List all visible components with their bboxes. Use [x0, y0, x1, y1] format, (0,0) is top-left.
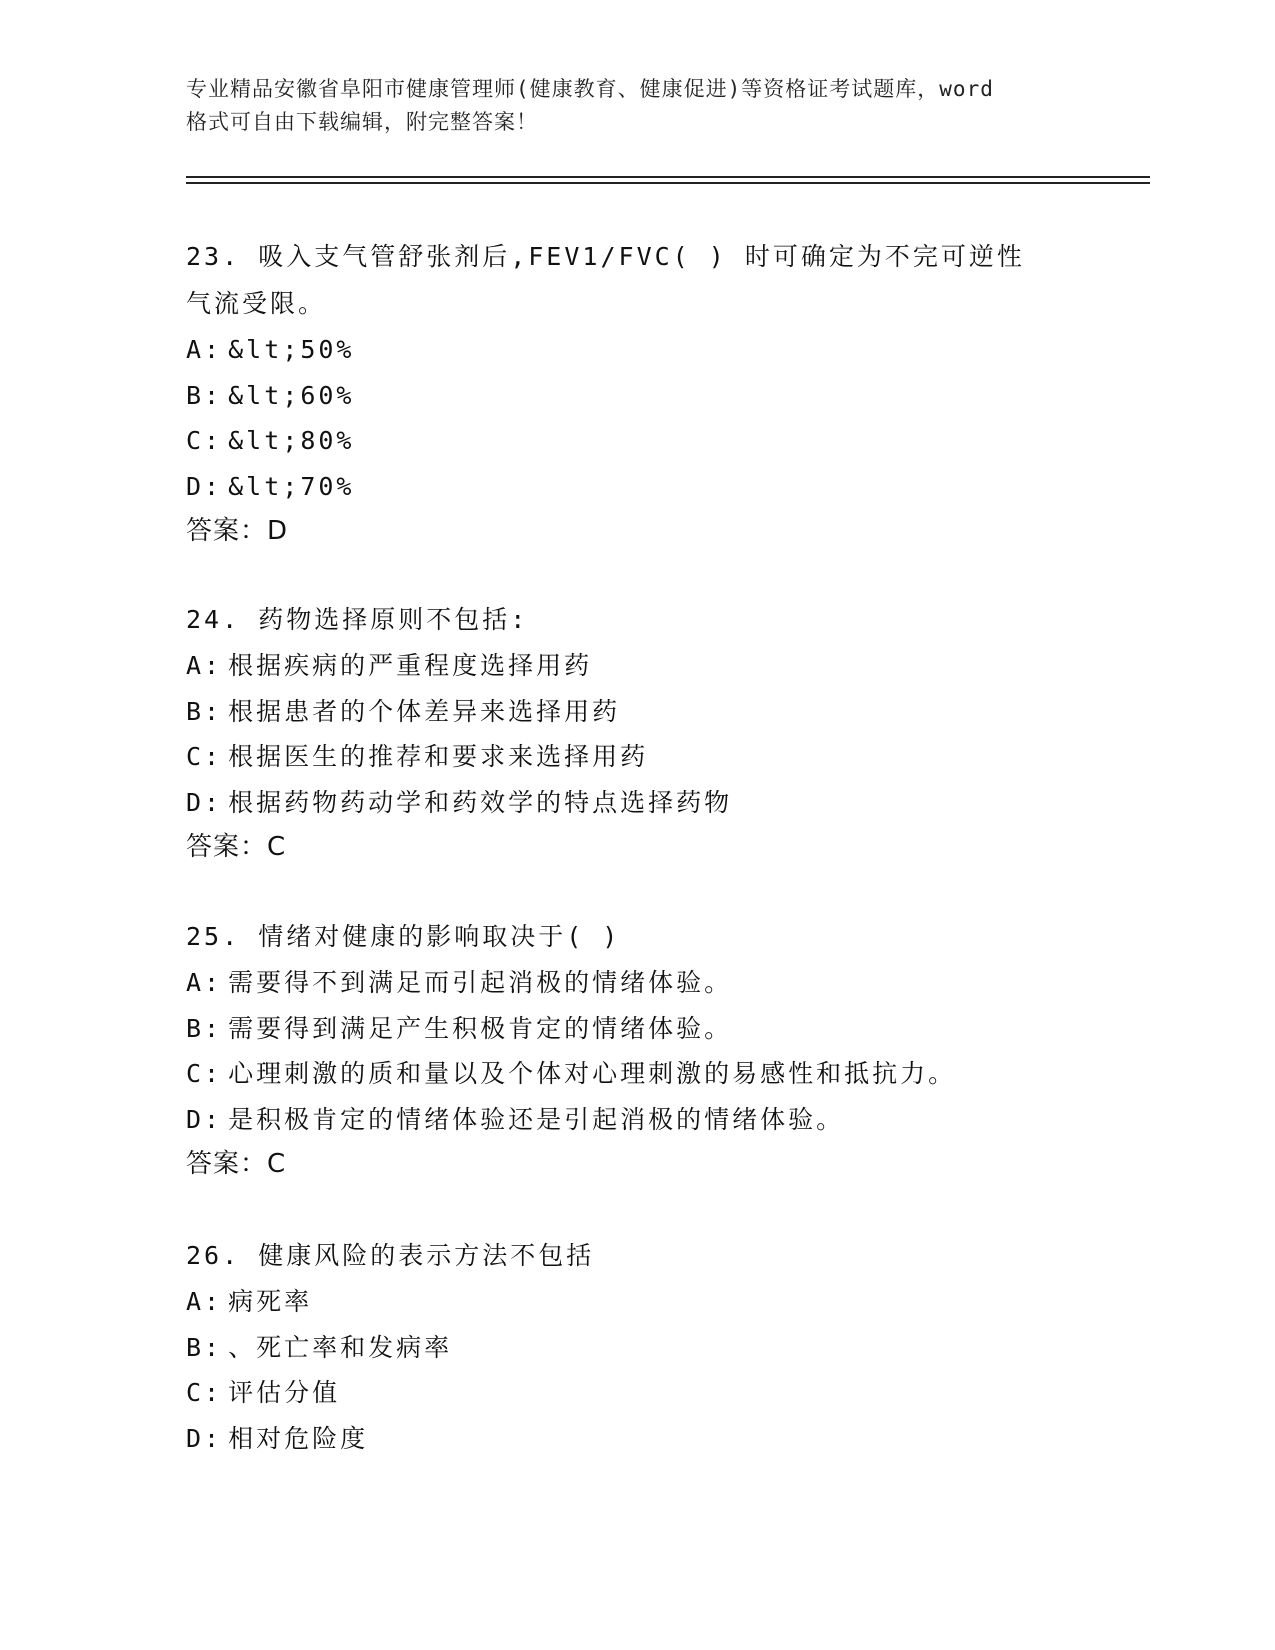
option-a: [186, 643, 1106, 689]
option-key: D:: [186, 1104, 223, 1134]
option-key: C:: [186, 1059, 223, 1088]
question-23: [186, 233, 1106, 554]
option-key: C:: [186, 1378, 223, 1407]
option-d: [186, 1416, 1106, 1462]
question-stem: 23. 吸入支气管舒张剂后,FEV1/FVC( ) 时可确定为不完可逆性气流受限。: [186, 242, 1025, 318]
answer-line: 答案：D: [186, 516, 289, 546]
option-key: B:: [186, 1013, 223, 1043]
option-key: D:: [186, 787, 223, 817]
option-b: [186, 1325, 1106, 1371]
option-text: 病死率: [228, 1287, 313, 1316]
option-b: [186, 1006, 1106, 1052]
question-stem: 24. 药物选择原则不包括:: [186, 605, 529, 634]
question-26: [186, 1232, 1106, 1461]
option-c: [186, 1370, 1106, 1416]
question-24: [186, 596, 1106, 870]
header-line-2: 格式可自由下载编辑，附完整答案！: [186, 110, 538, 134]
option-text: &lt;60%: [228, 380, 355, 410]
question-25: [186, 913, 1106, 1187]
option-b: [186, 689, 1106, 735]
option-d: [186, 1097, 1106, 1143]
option-text: &lt;50%: [228, 335, 355, 364]
header-divider-top: [186, 176, 1150, 178]
option-text: &lt;80%: [228, 426, 355, 455]
option-text: 需要得到满足产生积极肯定的情绪体验。: [228, 1013, 733, 1043]
option-text: 根据药物药动学和药效学的特点选择药物: [228, 787, 733, 817]
option-a: [186, 960, 1106, 1006]
answer-line: 答案：C: [186, 832, 287, 862]
option-text: 根据患者的个体差异来选择用药: [228, 696, 621, 726]
option-key: B:: [186, 696, 223, 726]
option-a: [186, 327, 1106, 373]
option-key: A:: [186, 1287, 223, 1316]
option-text: 需要得不到满足而引起消极的情绪体验。: [228, 968, 733, 997]
option-b: [186, 373, 1106, 419]
option-key: D:: [186, 1423, 223, 1453]
option-text: 心理刺激的质和量以及个体对心理刺激的易感性和抵抗力。: [228, 1059, 957, 1088]
option-key: D:: [186, 471, 223, 501]
answer-line: 答案：C: [186, 1149, 287, 1179]
page-header: [186, 73, 1106, 139]
option-key: A:: [186, 335, 223, 364]
option-key: A:: [186, 968, 223, 997]
header-line-1: 专业精品安徽省阜阳市健康管理师(健康教育、健康促进)等资格证考试题库，word: [186, 77, 994, 101]
option-text: 是积极肯定的情绪体验还是引起消极的情绪体验。: [228, 1104, 845, 1134]
option-text: 相对危险度: [228, 1423, 369, 1453]
option-key: A:: [186, 651, 223, 680]
option-c: [186, 1051, 1106, 1097]
option-text: 根据医生的推荐和要求来选择用药: [228, 742, 649, 771]
option-key: B:: [186, 380, 223, 410]
option-c: [186, 418, 1106, 464]
option-key: C:: [186, 426, 223, 455]
option-key: C:: [186, 742, 223, 771]
option-text: 评估分值: [228, 1378, 341, 1407]
option-c: [186, 734, 1106, 780]
option-key: B:: [186, 1332, 223, 1362]
option-d: [186, 464, 1106, 510]
option-d: [186, 780, 1106, 826]
option-text: 、死亡率和发病率: [228, 1332, 453, 1362]
option-a: [186, 1279, 1106, 1325]
header-divider-bottom: [186, 182, 1150, 184]
question-stem: 26. 健康风险的表示方法不包括: [186, 1241, 595, 1270]
option-text: 根据疾病的严重程度选择用药: [228, 651, 593, 680]
option-text: &lt;70%: [228, 471, 355, 501]
question-stem: 25. 情绪对健康的影响取决于( ): [186, 922, 621, 951]
